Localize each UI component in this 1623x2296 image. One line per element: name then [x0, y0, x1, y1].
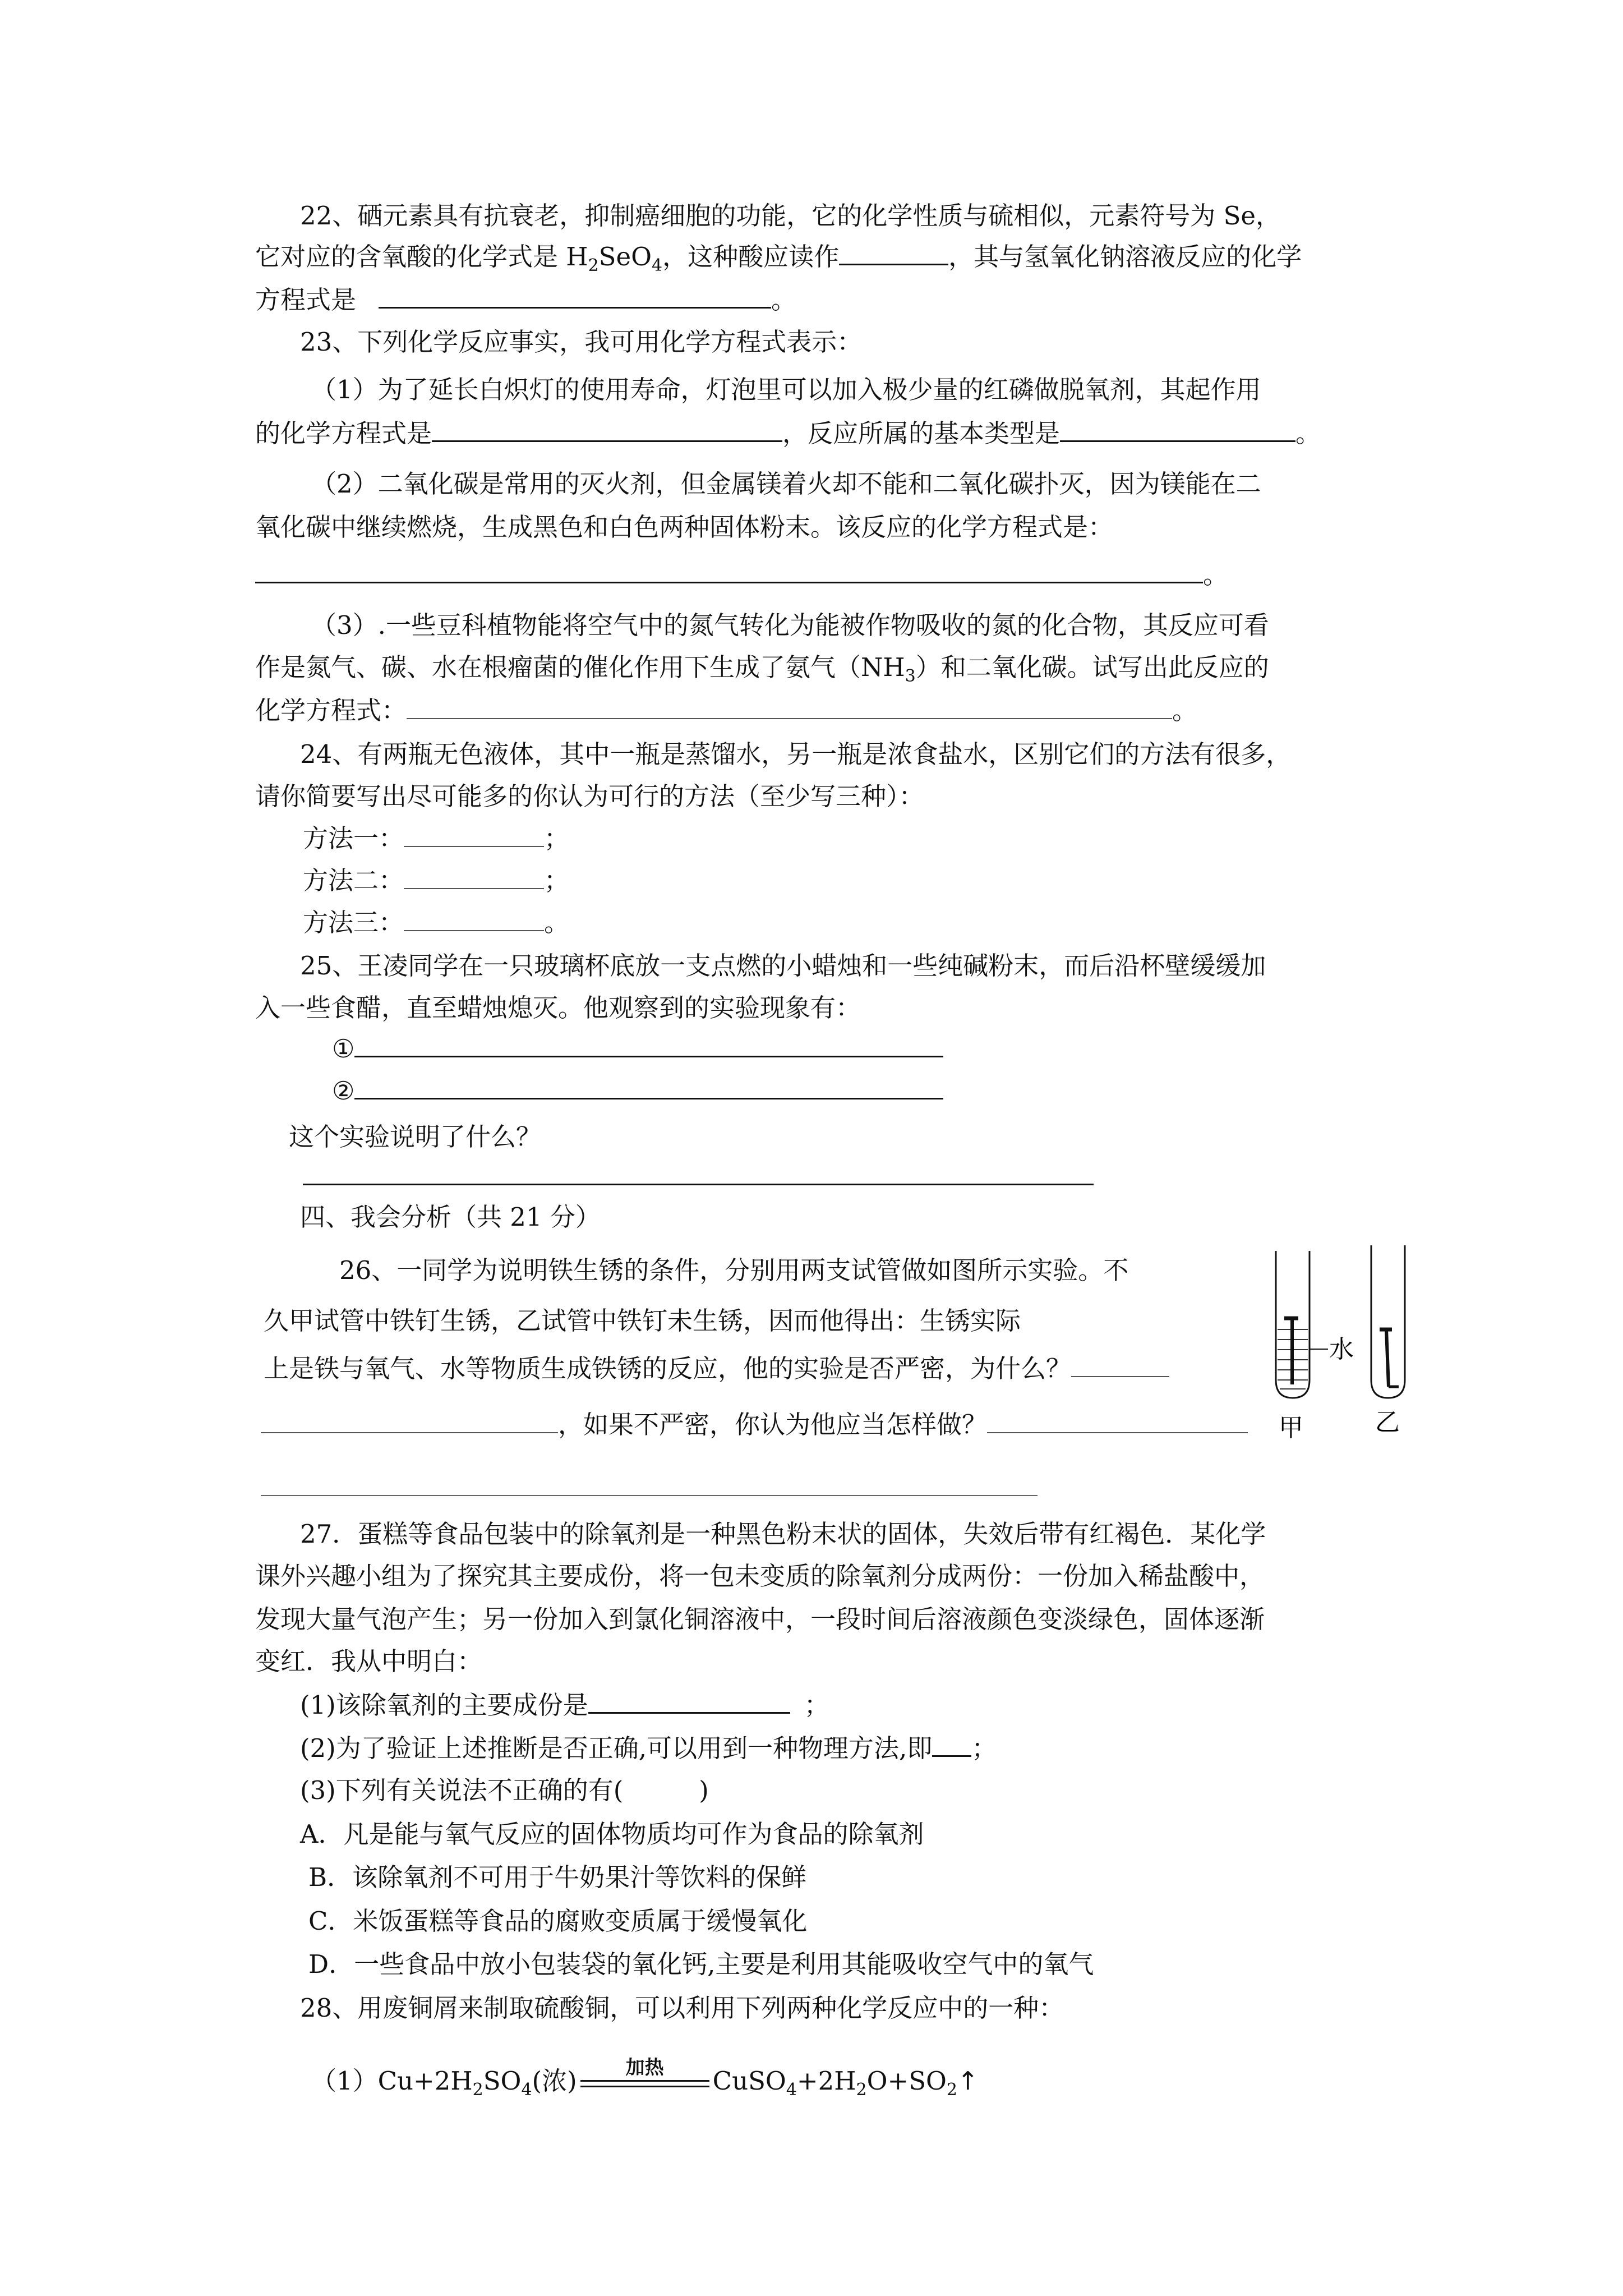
q26-line2-text: 久甲试管中铁钉生锈，乙试管中铁钉未生锈，因而他得出：生锈实际 [264, 1306, 1021, 1336]
q26-line1 [339, 1254, 1128, 1287]
q24-line2-text: 请你简要写出尽可能多的你认为可行的方法（至少写三种）： [255, 781, 924, 811]
q27-line2-text: 课外兴趣小组为了探究其主要成份，将一包未变质的除氧剂分成两份：一份加入稀盐酸中， [255, 1561, 1265, 1591]
q28-line1 [300, 1991, 1064, 2025]
q28-eq-sub2: 4 [521, 2080, 532, 2100]
q26-line4-text: ，如果不严密，你认为他应当怎样做？ [558, 1410, 988, 1439]
q28-eq-sub5: 2 [946, 2080, 958, 2100]
q27-sub-1-end: ； [804, 1690, 829, 1720]
q23-p3-line3-text-b: 。 [1172, 696, 1198, 725]
q22-line2-text-b: SeO [598, 242, 652, 272]
q24-method-2-label: 方法二： [303, 866, 404, 895]
q22-name-blank[interactable] [839, 241, 948, 265]
q23-p2-equation-blank[interactable] [255, 559, 1203, 583]
tube-jia-label: 甲 [1279, 1414, 1303, 1442]
q25-answer-line[interactable] [303, 1184, 1094, 1185]
q24-method-2-blank[interactable] [404, 866, 544, 889]
q23-p2-line2 [255, 510, 1113, 544]
q28-eq-f: O+SO [866, 2066, 947, 2096]
q27-sub-1 [300, 1688, 829, 1722]
q27-line3 [255, 1603, 1265, 1636]
q26-line3-text: 上是铁与氧气、水等物质生成铁锈的反应，他的实验是否严密，为什么？ [264, 1354, 1072, 1383]
gas-arrow-icon: ↑ [957, 2066, 979, 2096]
q23-p1-line1 [311, 373, 1261, 407]
q27-option-c[interactable] [308, 1904, 807, 1938]
q27-line4-text: 变红．我从中明白： [255, 1646, 483, 1676]
q27-option-a[interactable] [300, 1818, 924, 1851]
q25-item-2 [332, 1074, 943, 1108]
q22-sub-2: 4 [652, 256, 663, 275]
q23-p2-line1 [311, 467, 1261, 501]
q23-intro [300, 325, 862, 359]
q27-line3-text: 发现大量气泡产生；另一份加入到氯化铜溶液中，一段时间后溶液颜色变淡绿色，固体逐渐 [255, 1604, 1265, 1634]
q28-eq-sub4: 2 [856, 2080, 867, 2100]
q27-option-d-text: D．一些食品中放小包装袋的氧化钙,主要是利用其能吸收空气中的氧气 [308, 1949, 1094, 1979]
q28-eq-c: (浓) [532, 2066, 577, 2096]
q22-line2-text-d: ，其与氢氧化钠溶液反应的化学 [948, 242, 1302, 272]
q22-equation-blank[interactable] [379, 284, 771, 309]
q25-item-1-marker: ① [332, 1034, 355, 1064]
q27-line2 [255, 1559, 1265, 1593]
q24-method-2-end: ； [544, 866, 570, 895]
q24-method-3-blank[interactable] [404, 908, 544, 931]
q24-line1 [300, 738, 1291, 771]
q24-method-1 [303, 822, 569, 855]
q27-option-d[interactable] [308, 1948, 1094, 1981]
q26-line1-text: 26、一同学为说明铁生锈的条件，分别用两支试管做如图所示实验。不 [339, 1255, 1129, 1285]
q25-item-1-blank[interactable] [354, 1033, 943, 1057]
q28-eq-d: CuSO [712, 2066, 786, 2096]
q27-line1 [300, 1517, 1266, 1551]
q23-p1-line1-text: （1）为了延长白炽灯的使用寿命，灯泡里可以加入极少量的红磷做脱氧剂，其起作用 [311, 375, 1261, 404]
q27-component-blank[interactable] [588, 1690, 790, 1714]
q25-question-text: 这个实验说明了什么？ [289, 1122, 542, 1152]
q25-line2-text: 入一些食醋，直至蜡烛熄灭。他观察到的实验现象有： [255, 993, 861, 1023]
q28-eq-e: +2H [796, 2066, 856, 2096]
q24-method-3-end: 。 [544, 908, 570, 937]
q26-line4 [261, 1408, 1248, 1442]
section-4-title [300, 1200, 601, 1234]
q26-line2 [264, 1304, 1021, 1338]
q22-line2 [255, 240, 1302, 274]
q28-eq-b: SO [483, 2066, 522, 2096]
q24-method-3-label: 方法三： [303, 908, 404, 937]
q27-line1-text: 27．蛋糕等食品包装中的除氧剂是一种黑色粉末状的固体，失效后带有红褐色．某化学 [300, 1519, 1266, 1549]
q23-p3-equation-blank[interactable] [407, 696, 1172, 719]
q26-reason-blank-b[interactable] [261, 1410, 558, 1433]
test-tube-figure-svg [1245, 1240, 1413, 1464]
q27-sub-2-end: ； [971, 1733, 997, 1763]
q27-option-b[interactable] [308, 1861, 806, 1894]
q27-option-c-text: C．米饭蛋糕等食品的腐败变质属于缓慢氧化 [308, 1906, 808, 1936]
q28-reaction-sign [580, 2056, 709, 2095]
q23-p2-line3-text: 。 [1203, 560, 1229, 590]
tube-yi-label: 乙 [1375, 1408, 1400, 1437]
q27-sub-2-text: (2)为了验证上述推断是否正确,可以用到一种物理方法,即 [300, 1733, 933, 1763]
q23-p1-line2-text-c: 。 [1295, 418, 1321, 448]
q23-intro-text: 23、下列化学反应事实，我可用化学方程式表示： [300, 327, 863, 357]
q27-sub-3 [300, 1774, 709, 1807]
q25-line1 [300, 949, 1266, 983]
q22-line1-text: 22、硒元素具有抗衰老，抑制癌细胞的功能，它的化学性质与硫相似，元素符号为 Se， [300, 201, 1281, 231]
q28-equation [311, 2056, 979, 2100]
q28-eq-a: （1）Cu+2H [311, 2066, 473, 2096]
q23-p1-line2-text-b: ，反应所属的基本类型是 [782, 418, 1061, 448]
q22-sub-1: 2 [588, 256, 599, 275]
q23-p2-line1-text: （2）二氧化碳是常用的灭火剂，但金属镁着火却不能和二氧化碳扑灭，因为镁能在二 [311, 469, 1261, 499]
q25-item-1 [332, 1032, 943, 1066]
q23-p3-line1-text: （3）.一些豆科植物能将空气中的氮气转化为能被作物吸收的氮的化合物，其反应可看 [311, 610, 1269, 640]
q26-improve-blank-b[interactable] [261, 1495, 1038, 1496]
test-tube-figure [1245, 1240, 1413, 1464]
q23-p3-line3-text-a: 化学方程式： [255, 696, 407, 725]
q22-line2-text-c: ，这种酸应读作 [662, 242, 840, 272]
q23-p3-line3 [255, 694, 1197, 728]
q23-p1-line2 [255, 417, 1321, 450]
q24-line2 [255, 780, 924, 813]
q25-item-2-blank[interactable] [354, 1075, 943, 1099]
q22-line3-text-b: 。 [771, 285, 797, 315]
q23-p1-equation-blank[interactable] [432, 418, 782, 442]
q27-option-b-text: B．该除氧剂不可用于牛奶果汁等饮料的保鲜 [308, 1862, 807, 1892]
q24-method-1-blank[interactable] [404, 823, 544, 847]
q24-method-2 [303, 864, 569, 898]
q25-line2 [255, 991, 861, 1025]
q26-improve-blank-a[interactable] [987, 1410, 1248, 1433]
q22-line3-text-a: 方程式是 [255, 285, 357, 315]
q23-p3-line2 [255, 651, 1269, 684]
q23-p3-line2-text-a: 作是氮气、碳、水在根瘤菌的催化作用下生成了氨气（NH [255, 652, 905, 682]
q28-eq-sub1: 2 [472, 2080, 483, 2100]
water-label: 水 [1329, 1335, 1354, 1364]
q24-line1-text: 24、有两瓶无色液体，其中一瓶是蒸馏水，另一瓶是浓食盐水，区别它们的方法有很多， [300, 739, 1292, 769]
q23-p2-line3 [255, 558, 1228, 592]
q23-p1-type-blank[interactable] [1060, 418, 1295, 442]
q22-line1 [300, 199, 1281, 233]
q25-question [289, 1120, 541, 1154]
q23-p3-sub: 3 [905, 666, 916, 686]
q27-sub-2 [300, 1732, 997, 1765]
q27-line4 [255, 1645, 482, 1678]
q23-p2-line2-text: 氧化碳中继续燃烧，生成黑色和白色两种固体粉末。该反应的化学方程式是： [255, 512, 1114, 542]
q24-method-1-end: ； [544, 823, 570, 853]
q26-reason-blank-a[interactable] [1071, 1354, 1169, 1377]
q23-p3-line2-text-b: ）和二氧化碳。试写出此反应的 [915, 652, 1269, 682]
q28-eq-sub3: 4 [786, 2080, 797, 2100]
q27-sub-3-text: (3)下列有关说法不正确的有( ) [300, 1775, 709, 1805]
section-4-title-text: 四、我会分析（共 21 分） [300, 1202, 601, 1232]
q25-item-2-marker: ② [332, 1076, 355, 1106]
tube-jia-icon [1276, 1251, 1328, 1398]
q28-eq-condition: 加热 [625, 2056, 664, 2079]
q23-p1-line2-text-a: 的化学方程式是 [255, 418, 432, 448]
tube-yi-icon [1371, 1245, 1405, 1398]
q24-method-1-label: 方法一： [303, 823, 404, 853]
q27-method-blank[interactable] [932, 1733, 971, 1757]
q27-option-a-text: A．凡是能与氧气反应的固体物质均可作为食品的除氧剂 [300, 1819, 924, 1849]
q28-line1-text: 28、用废铜屑来制取硫酸铜，可以利用下列两种化学反应中的一种： [300, 1993, 1064, 2023]
q22-line3 [255, 283, 796, 317]
q22-line2-text-a: 它对应的含氧酸的化学式是 H [255, 242, 588, 272]
q27-sub-1-text: (1)该除氧剂的主要成份是 [300, 1690, 588, 1720]
q25-line1-text: 25、王凌同学在一只玻璃杯底放一支点燃的小蜡烛和一些纯碱粉末，而后沿杯壁缓缓加 [300, 951, 1266, 981]
q24-method-3 [303, 906, 569, 940]
q26-line3 [264, 1352, 1169, 1386]
q23-p3-line1 [311, 609, 1269, 642]
